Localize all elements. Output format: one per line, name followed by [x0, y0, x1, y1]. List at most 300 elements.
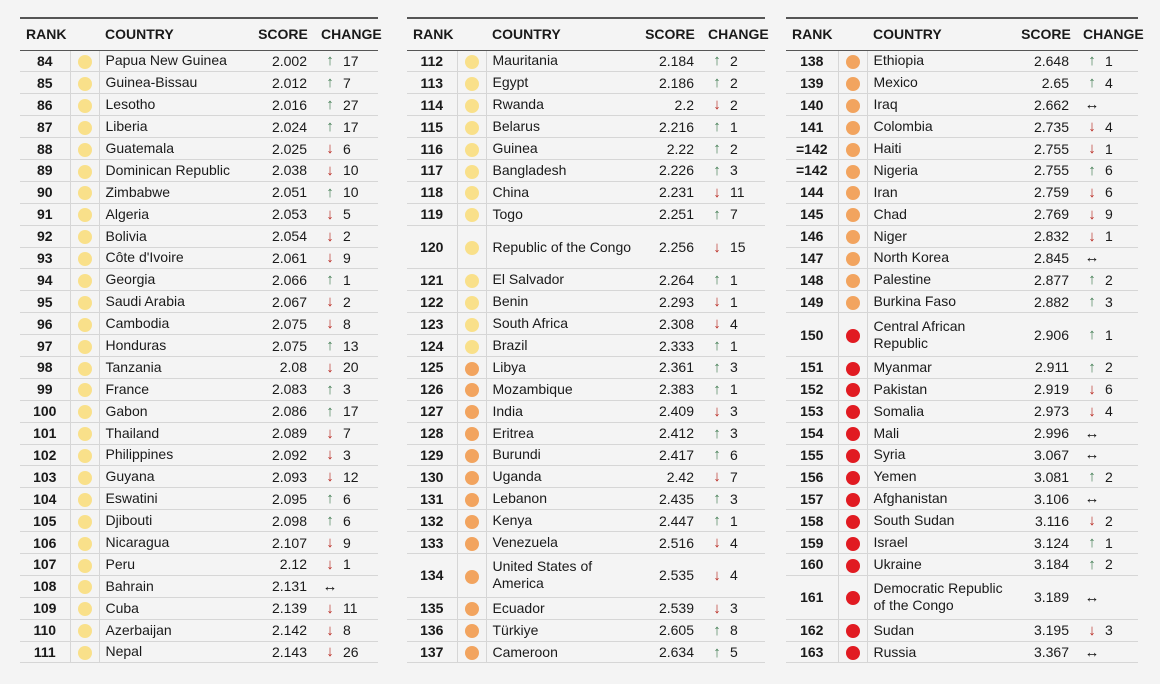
change-cell — [708, 641, 765, 663]
change-value: 11 — [730, 184, 745, 201]
score-cell: 2.264 — [632, 269, 708, 291]
arrow-down-icon: ↓ — [326, 621, 334, 639]
risk-level-dot-icon — [78, 340, 92, 354]
score-cell: 2.22 — [632, 138, 708, 160]
score-cell: 2.075 — [245, 313, 321, 335]
risk-level-dot-icon — [465, 99, 479, 113]
change-value: 7 — [343, 74, 351, 91]
table-row — [786, 400, 1138, 422]
change-value: 4 — [1105, 403, 1113, 420]
change-value: 1 — [1105, 52, 1113, 69]
change-cell — [1083, 422, 1138, 444]
country-cell: Republic of the Congo — [486, 225, 632, 269]
change-value: 2 — [730, 74, 738, 91]
rank-cell: 136 — [407, 619, 457, 641]
change-value: 27 — [343, 96, 359, 113]
score-cell: 2.093 — [245, 466, 321, 488]
country-cell: Mozambique — [486, 378, 632, 400]
risk-level-dot-icon — [465, 55, 479, 69]
score-cell: 3.195 — [1009, 619, 1083, 641]
score-cell: 2.383 — [632, 378, 708, 400]
change-value: 13 — [343, 337, 359, 354]
rank-cell: 146 — [786, 225, 838, 247]
change-value: 2 — [343, 228, 351, 245]
arrow-left-right-icon: ↔ — [1084, 446, 1100, 464]
arrow-up-icon: ↑ — [713, 490, 721, 508]
change-value: 2 — [343, 293, 351, 310]
arrow-down-icon: ↓ — [326, 315, 334, 333]
arrow-up-icon: ↑ — [1088, 468, 1096, 486]
table-row — [786, 510, 1138, 532]
score-cell: 2.131 — [245, 575, 321, 597]
rank-cell: 107 — [20, 553, 70, 575]
change-cell — [1083, 400, 1138, 422]
risk-level-dot-icon — [78, 427, 92, 441]
change-value: 6 — [343, 490, 351, 507]
rank-cell: 138 — [786, 50, 838, 72]
score-cell: 2.769 — [1009, 203, 1083, 225]
table-row — [786, 94, 1138, 116]
change-value: 8 — [343, 622, 351, 639]
change-cell — [321, 116, 378, 138]
table-row — [407, 641, 765, 663]
arrow-down-icon: ↓ — [1088, 380, 1096, 398]
rank-cell: 114 — [407, 94, 457, 116]
table-row — [407, 422, 765, 444]
risk-level-dot-icon — [78, 449, 92, 463]
table-row — [20, 269, 378, 291]
rank-cell: 111 — [20, 641, 70, 663]
rank-cell: 116 — [407, 138, 457, 160]
change-value: 12 — [343, 468, 359, 485]
country-cell: Palestine — [867, 269, 1009, 291]
change-cell — [321, 291, 378, 313]
country-cell: France — [99, 378, 245, 400]
table-row — [20, 532, 378, 554]
arrow-up-icon: ↑ — [713, 118, 721, 136]
table-row — [407, 356, 765, 378]
change-cell — [708, 488, 765, 510]
table-row — [786, 619, 1138, 641]
risk-level-dot-icon — [78, 537, 92, 551]
country-cell: Afghanistan — [867, 488, 1009, 510]
score-cell: 2.016 — [245, 94, 321, 116]
rank-cell: 117 — [407, 159, 457, 181]
risk-level-dot-icon — [78, 602, 92, 616]
change-cell — [1083, 356, 1138, 378]
country-cell: Venezuela — [486, 532, 632, 554]
change-value: 2 — [730, 140, 738, 157]
change-value: 7 — [343, 425, 351, 442]
arrow-down-icon: ↓ — [1088, 621, 1096, 639]
score-cell: 2.216 — [632, 116, 708, 138]
change-value: 4 — [730, 315, 738, 332]
risk-level-dot-icon — [846, 296, 860, 310]
risk-level-dot-icon — [465, 318, 479, 332]
risk-level-dot-icon — [846, 624, 860, 638]
score-cell: 3.124 — [1009, 532, 1083, 554]
table-row — [786, 532, 1138, 554]
country-cell: Azerbaijan — [99, 619, 245, 641]
rank-cell: 95 — [20, 291, 70, 313]
risk-level-dot-icon — [846, 493, 860, 507]
risk-level-dot-icon — [465, 362, 479, 376]
risk-level-dot-icon — [846, 559, 860, 573]
table-row — [20, 400, 378, 422]
table-row — [786, 313, 1138, 357]
country-cell: Liberia — [99, 116, 245, 138]
table-row — [20, 510, 378, 532]
score-cell: 3.189 — [1009, 575, 1083, 619]
change-cell — [321, 159, 378, 181]
rank-cell: 94 — [20, 269, 70, 291]
table-row — [20, 72, 378, 94]
rank-cell: 144 — [786, 181, 838, 203]
change-value: 1 — [343, 556, 351, 573]
change-value: 6 — [343, 512, 351, 529]
change-cell — [321, 335, 378, 357]
change-cell — [708, 159, 765, 181]
table-row — [786, 72, 1138, 94]
change-value: 17 — [343, 52, 359, 69]
score-cell: 2.024 — [245, 116, 321, 138]
arrow-down-icon: ↓ — [326, 468, 334, 486]
score-cell: 2.086 — [245, 400, 321, 422]
change-value: 7 — [730, 468, 738, 485]
risk-level-dot-icon — [465, 274, 479, 288]
score-cell: 2.092 — [245, 444, 321, 466]
score-cell: 2.409 — [632, 400, 708, 422]
arrow-up-icon: ↑ — [713, 337, 721, 355]
score-cell: 2.2 — [632, 94, 708, 116]
table-row — [407, 225, 765, 269]
country-cell: Zimbabwe — [99, 181, 245, 203]
arrow-down-icon: ↓ — [713, 315, 721, 333]
arrow-down-icon: ↓ — [1088, 118, 1096, 136]
country-cell: Belarus — [486, 116, 632, 138]
arrow-down-icon: ↓ — [713, 402, 721, 420]
risk-level-dot-icon — [465, 602, 479, 616]
arrow-left-right-icon: ↔ — [1084, 643, 1100, 661]
arrow-up-icon: ↑ — [713, 205, 721, 223]
change-value: 3 — [730, 403, 738, 420]
change-cell — [1083, 313, 1138, 357]
country-cell: Guyana — [99, 466, 245, 488]
rank-header: RANK — [20, 18, 70, 50]
risk-level-dot-icon — [846, 383, 860, 397]
score-cell: 2.251 — [632, 203, 708, 225]
rank-cell: 133 — [407, 532, 457, 554]
rank-cell: 149 — [786, 291, 838, 313]
country-cell: Cameroon — [486, 641, 632, 663]
change-header: CHANGE — [708, 18, 765, 50]
country-cell: Brazil — [486, 335, 632, 357]
score-header: SCORE — [245, 18, 321, 50]
change-value: 2 — [730, 96, 738, 113]
table-row — [20, 422, 378, 444]
change-value: 4 — [730, 567, 738, 584]
rank-cell: 100 — [20, 400, 70, 422]
country-cell: South Sudan — [867, 510, 1009, 532]
country-cell: Guatemala — [99, 138, 245, 160]
arrow-down-icon: ↓ — [326, 205, 334, 223]
rank-cell: 163 — [786, 641, 838, 663]
rank-cell: 115 — [407, 116, 457, 138]
risk-level-dot-icon — [465, 570, 479, 584]
arrow-down-icon: ↓ — [713, 183, 721, 201]
change-value: 3 — [730, 425, 738, 442]
change-cell — [708, 444, 765, 466]
arrow-up-icon: ↑ — [713, 358, 721, 376]
change-value: 10 — [343, 162, 359, 179]
rank-header: RANK — [786, 18, 838, 50]
country-cell: Côte d'Ivoire — [99, 247, 245, 269]
score-cell: 2.002 — [245, 50, 321, 72]
change-cell — [708, 269, 765, 291]
country-header: COUNTRY — [486, 18, 632, 50]
arrow-down-icon: ↓ — [713, 238, 721, 256]
change-cell — [1083, 225, 1138, 247]
table-row — [20, 159, 378, 181]
table-row — [786, 159, 1138, 181]
arrow-up-icon: ↑ — [326, 402, 334, 420]
table-row — [786, 225, 1138, 247]
rank-cell: =142 — [786, 138, 838, 160]
arrow-up-icon: ↑ — [713, 380, 721, 398]
country-cell: Russia — [867, 641, 1009, 663]
score-cell: 2.143 — [245, 641, 321, 663]
arrow-left-right-icon: ↔ — [1084, 96, 1100, 114]
risk-level-dot-icon — [846, 646, 860, 660]
risk-level-dot-icon — [78, 580, 92, 594]
risk-level-dot-icon — [78, 471, 92, 485]
risk-level-dot-icon — [465, 208, 479, 222]
risk-level-dot-icon — [465, 427, 479, 441]
score-header: SCORE — [1009, 18, 1083, 50]
change-cell — [708, 225, 765, 269]
score-cell: 2.139 — [245, 597, 321, 619]
country-cell: Haiti — [867, 138, 1009, 160]
score-header: SCORE — [632, 18, 708, 50]
change-cell — [321, 575, 378, 597]
arrow-down-icon: ↓ — [326, 293, 334, 311]
rank-cell: 137 — [407, 641, 457, 663]
score-cell: 2.308 — [632, 313, 708, 335]
arrow-down-icon: ↓ — [713, 599, 721, 617]
rank-cell: 86 — [20, 94, 70, 116]
country-cell: Colombia — [867, 116, 1009, 138]
score-cell: 2.42 — [632, 466, 708, 488]
change-value: 17 — [343, 403, 359, 420]
table-row — [20, 378, 378, 400]
ranking-table-3 — [786, 17, 1144, 663]
change-cell — [708, 554, 765, 598]
change-value: 4 — [1105, 74, 1113, 91]
change-value: 1 — [730, 512, 738, 529]
rank-cell: 134 — [407, 554, 457, 598]
country-cell: Rwanda — [486, 94, 632, 116]
change-cell — [1083, 488, 1138, 510]
change-cell — [708, 313, 765, 335]
table-row — [20, 203, 378, 225]
change-cell — [321, 50, 378, 72]
country-cell: Dominican Republic — [99, 159, 245, 181]
country-cell: Eswatini — [99, 488, 245, 510]
change-value: 8 — [730, 622, 738, 639]
rank-cell: 87 — [20, 116, 70, 138]
country-cell: Eritrea — [486, 422, 632, 444]
change-cell — [708, 291, 765, 313]
table-row — [407, 378, 765, 400]
rank-cell: 101 — [20, 422, 70, 444]
change-value: 9 — [343, 249, 351, 266]
risk-level-dot-icon — [465, 143, 479, 157]
table-row — [407, 181, 765, 203]
rank-cell: 122 — [407, 291, 457, 313]
rank-cell: 120 — [407, 225, 457, 269]
rank-cell: 96 — [20, 313, 70, 335]
country-cell: Benin — [486, 291, 632, 313]
change-value: 1 — [1105, 534, 1113, 551]
arrow-down-icon: ↓ — [1088, 205, 1096, 223]
arrow-up-icon: ↑ — [713, 52, 721, 70]
country-cell: Burundi — [486, 444, 632, 466]
risk-level-dot-icon — [78, 165, 92, 179]
change-value: 1 — [1105, 326, 1113, 343]
change-value: 5 — [730, 644, 738, 661]
rank-cell: 93 — [20, 247, 70, 269]
rank-cell: 112 — [407, 50, 457, 72]
risk-level-dot-icon — [465, 624, 479, 638]
arrow-up-icon: ↑ — [1088, 161, 1096, 179]
change-value: 2 — [1105, 271, 1113, 288]
risk-level-dot-icon — [846, 121, 860, 135]
change-value: 1 — [343, 271, 351, 288]
rank-cell: 141 — [786, 116, 838, 138]
arrow-down-icon: ↓ — [713, 534, 721, 552]
arrow-down-icon: ↓ — [326, 534, 334, 552]
score-cell: 2.832 — [1009, 225, 1083, 247]
change-cell — [321, 203, 378, 225]
score-cell: 2.634 — [632, 641, 708, 663]
table-row — [20, 641, 378, 663]
change-value: 4 — [730, 534, 738, 551]
change-cell — [708, 50, 765, 72]
country-cell: Libya — [486, 356, 632, 378]
rank-cell: 85 — [20, 72, 70, 94]
table-row — [786, 641, 1138, 663]
risk-level-dot-icon — [846, 274, 860, 288]
rank-cell: 157 — [786, 488, 838, 510]
country-cell: Mauritania — [486, 50, 632, 72]
score-cell: 2.906 — [1009, 313, 1083, 357]
score-cell: 2.12 — [245, 553, 321, 575]
score-cell: 2.256 — [632, 225, 708, 269]
change-cell — [708, 203, 765, 225]
score-cell: 2.759 — [1009, 181, 1083, 203]
arrow-down-icon: ↓ — [713, 468, 721, 486]
arrow-up-icon: ↑ — [1088, 271, 1096, 289]
rank-cell: 105 — [20, 510, 70, 532]
risk-level-dot-icon — [846, 186, 860, 200]
country-cell: Nicaragua — [99, 532, 245, 554]
rank-cell: =142 — [786, 159, 838, 181]
risk-level-dot-icon — [846, 165, 860, 179]
change-cell — [1083, 203, 1138, 225]
score-cell: 2.755 — [1009, 159, 1083, 181]
score-cell: 2.877 — [1009, 269, 1083, 291]
country-cell: Iran — [867, 181, 1009, 203]
table-row — [407, 554, 765, 598]
score-cell: 3.184 — [1009, 554, 1083, 576]
risk-level-dot-icon — [846, 537, 860, 551]
country-cell: Saudi Arabia — [99, 291, 245, 313]
rank-cell: 127 — [407, 400, 457, 422]
change-value: 15 — [730, 239, 746, 256]
score-cell: 2.095 — [245, 488, 321, 510]
arrow-down-icon: ↓ — [1088, 183, 1096, 201]
change-value: 2 — [1105, 512, 1113, 529]
change-cell — [321, 247, 378, 269]
country-cell: Algeria — [99, 203, 245, 225]
score-cell: 2.417 — [632, 444, 708, 466]
arrow-left-right-icon: ↔ — [322, 577, 338, 595]
arrow-down-icon: ↓ — [326, 555, 334, 573]
change-cell — [708, 619, 765, 641]
change-cell — [1083, 554, 1138, 576]
score-cell: 2.054 — [245, 225, 321, 247]
arrow-up-icon: ↑ — [1088, 74, 1096, 92]
arrow-down-icon: ↓ — [1088, 512, 1096, 530]
change-value: 4 — [1105, 118, 1113, 135]
table-row — [407, 313, 765, 335]
change-cell — [708, 356, 765, 378]
rank-cell: 135 — [407, 597, 457, 619]
risk-level-dot-icon — [78, 121, 92, 135]
table-row — [407, 619, 765, 641]
table-row — [407, 203, 765, 225]
change-cell — [708, 597, 765, 619]
country-cell: Guinea-Bissau — [99, 72, 245, 94]
country-cell: Sudan — [867, 619, 1009, 641]
change-cell — [321, 532, 378, 554]
score-cell: 2.516 — [632, 532, 708, 554]
risk-level-dot-icon — [846, 591, 860, 605]
change-cell — [1083, 291, 1138, 313]
country-cell: Bangladesh — [486, 159, 632, 181]
change-cell — [708, 335, 765, 357]
change-value: 3 — [343, 381, 351, 398]
table-row — [407, 50, 765, 72]
table-row — [407, 269, 765, 291]
header-row — [407, 18, 765, 50]
change-cell — [1083, 641, 1138, 663]
country-cell: Myanmar — [867, 356, 1009, 378]
score-cell: 2.755 — [1009, 138, 1083, 160]
score-cell: 3.067 — [1009, 444, 1083, 466]
country-cell: Central African Republic — [867, 313, 1009, 357]
rank-header: RANK — [407, 18, 457, 50]
table-row — [407, 466, 765, 488]
ranking-table-2 — [407, 17, 769, 663]
country-cell: Peru — [99, 553, 245, 575]
change-value: 9 — [343, 534, 351, 551]
rank-cell: 162 — [786, 619, 838, 641]
country-cell: Chad — [867, 203, 1009, 225]
rank-cell: 119 — [407, 203, 457, 225]
arrow-up-icon: ↑ — [713, 424, 721, 442]
change-value: 10 — [343, 184, 359, 201]
